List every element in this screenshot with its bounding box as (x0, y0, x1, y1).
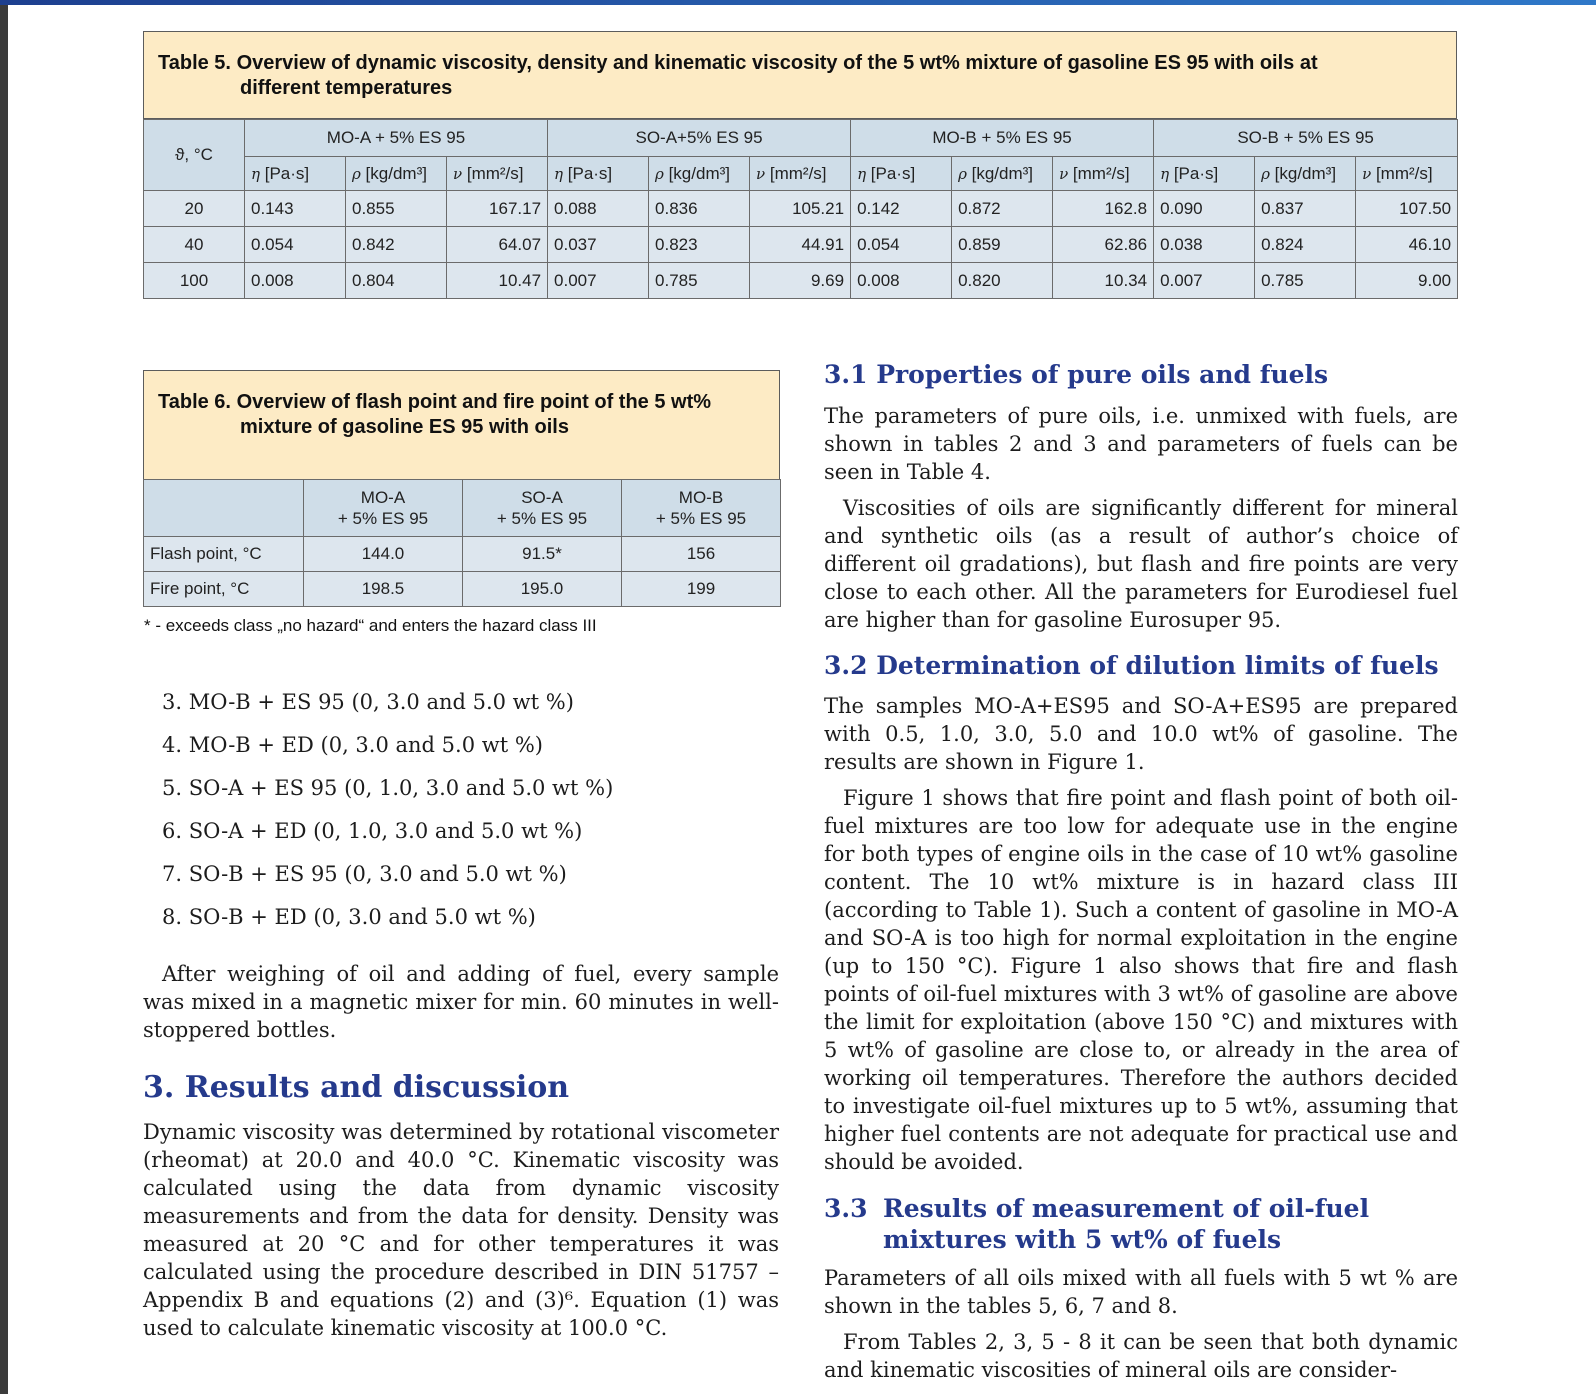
table6-value-cell: 198.5 (304, 572, 463, 607)
column-symbol: ν (1059, 164, 1069, 183)
column-unit: [Pa·s] (563, 163, 613, 183)
table-row (144, 263, 1458, 299)
left-paragraph-after-list (143, 960, 779, 1044)
table6-caption-number: Table 6. (158, 391, 231, 413)
table5-caption-text-cont: different temperatures (240, 77, 453, 99)
table6-row-label: Fire point, °C (144, 572, 304, 607)
table5-value-cell: 0.836 (649, 191, 750, 227)
column-unit: [kg/dm³] (663, 163, 730, 183)
table5-value-cell: 0.008 (851, 263, 952, 299)
table5-value-cell: 10.47 (447, 263, 548, 299)
table-row (144, 227, 1458, 263)
list-item: 4. MO-B + ED (0, 3.0 and 5.0 wt %) (162, 733, 543, 757)
column-header-line: + 5% ES 95 (655, 509, 747, 528)
table6-caption-text: Overview of flash point and fire point of the 5 wt% (236, 391, 712, 413)
table6-row-label: Flash point, °C (144, 537, 304, 572)
list-item: 6. SO-A + ED (0, 1.0, 3.0 and 5.0 wt %) (162, 819, 583, 843)
list-item: 5. SO-A + ES 95 (0, 1.0, 3.0 and 5.0 wt %) (162, 776, 614, 800)
column-unit: [mm²/s] (1068, 163, 1130, 183)
column-symbol: ν (756, 164, 766, 183)
paragraph: From Tables 2, 3, 5 - 8 it can be seen that both dynamic and kinematic viscosities of mineral oils are consider- (824, 1330, 1458, 1382)
column-symbol: ρ (352, 164, 361, 183)
table5-column-header (447, 157, 548, 191)
right-section-3-3 (824, 1264, 1458, 1384)
table5-value-cell: 9.00 (1356, 263, 1458, 299)
table5-value-cell: 0.142 (851, 191, 952, 227)
table5-caption-number: Table 5. (158, 52, 231, 74)
table5-value-cell: 0.823 (649, 227, 750, 263)
column-unit: [mm²/s] (765, 163, 827, 183)
right-section-3-1 (824, 402, 1458, 634)
left-paragraph-results (143, 1118, 779, 1342)
table5-value-cell: 0.872 (952, 191, 1053, 227)
table6-value-cell: 91.5* (463, 537, 622, 572)
table5-column-header (851, 157, 952, 191)
paragraph: After weighing of oil and adding of fuel, every sample was mixed in a magnetic mixer for min. 60 minutes in well-stoppered bottles. (143, 962, 779, 1042)
section-heading-3-1: 3.1 Properties of pure oils and fuels (824, 360, 1329, 389)
table6-footnote: * - exceeds class „no hazard“ and enters the hazard class III (144, 616, 597, 635)
right-section-3-2 (824, 692, 1458, 1176)
table5-value-cell: 0.804 (346, 263, 447, 299)
section-title (883, 1193, 1369, 1255)
table5-column-header (1154, 157, 1255, 191)
column-unit: [Pa·s] (866, 163, 916, 183)
table5-value-cell: 0.088 (548, 191, 649, 227)
table5-value-cell: 0.842 (346, 227, 447, 263)
table5-value-cell: 0.054 (245, 227, 346, 263)
table6-corner-cell (144, 480, 304, 537)
table5-value-cell: 0.824 (1255, 227, 1356, 263)
table5-value-cell: 9.69 (750, 263, 851, 299)
column-symbol: η (857, 164, 867, 183)
table5-value-cell: 10.34 (1053, 263, 1154, 299)
table5-value-cell: 0.820 (952, 263, 1053, 299)
table5-column-header (346, 157, 447, 191)
table5-column-header (750, 157, 851, 191)
table5-group-header: SO-B + 5% ES 95 (1154, 120, 1458, 157)
section-heading-results: 3. Results and discussion (143, 1070, 570, 1105)
column-symbol: η (251, 164, 260, 183)
table6 (143, 479, 781, 607)
column-symbol: ρ (655, 164, 664, 183)
table6-value-cell: 144.0 (304, 537, 463, 572)
table-row (144, 537, 781, 572)
table6-caption-text-cont: mixture of gasoline ES 95 with oils (240, 416, 569, 438)
table5 (143, 119, 1458, 299)
paragraph: Figure 1 shows that fire point and flash point of both oil-fuel mixtures are too low for adequate use in the engine for both types of engine oils in the case of 10 wt% gasoline content. The 10 wt% mixture is in hazard class III (according to Table 1). Such a content of gasoline in MO-A and SO-A is too high for normal exploitation in the engine (up to 150 °C). Figure 1 also shows that fire and flash points of oil-fuel mixtures with 3 wt% of gasoline are above the limit for exploitation (above 150 °C) and mixtures with 5 wt% of gasoline are close to, or already in the area of working oil temperatures. Therefore the authors decided to investigate oil-fuel mixtures up to 5 wt%, assuming that higher fuel contents are not adequate for practical use and should be avoided. (824, 786, 1458, 1174)
table5-value-cell: 0.837 (1255, 191, 1356, 227)
table5-column-header (548, 157, 649, 191)
table5-value-cell: 44.91 (750, 227, 851, 263)
table6-caption (144, 371, 779, 440)
table5-column-header (1053, 157, 1154, 191)
table5-value-cell: 0.037 (548, 227, 649, 263)
table5-group-header: SO-A+5% ES 95 (548, 120, 851, 157)
column-unit: [kg/dm³] (360, 163, 427, 183)
table6-caption-box (143, 370, 780, 480)
table5-column-header (952, 157, 1053, 191)
table5-column-header (245, 157, 346, 191)
section-heading-3-3 (824, 1193, 1369, 1255)
column-unit: [Pa·s] (260, 163, 310, 183)
column-symbol: ρ (958, 164, 967, 183)
section-title-line: mixtures with 5 wt% of fuels (883, 1225, 1282, 1254)
table5-temp-header: ϑ, °C (144, 120, 245, 191)
table5-value-cell: 0.785 (649, 263, 750, 299)
table5-column-header (1356, 157, 1458, 191)
table5-value-cell: 167.17 (447, 191, 548, 227)
paragraph: The samples MO-A+ES95 and SO-A+ES95 are prepared with 0.5, 1.0, 3.0, 5.0 and 10.0 wt% of gasoline. The results are shown in Figure 1. (824, 694, 1458, 774)
column-symbol: ν (453, 164, 463, 183)
section-number: 3.3 (824, 1194, 868, 1223)
list-item: 7. SO-B + ES 95 (0, 3.0 and 5.0 wt %) (162, 862, 567, 886)
table6-value-cell: 156 (622, 537, 781, 572)
table5-subheader-row (144, 157, 1458, 191)
table5-value-cell: 62.86 (1053, 227, 1154, 263)
table5-value-cell: 0.007 (1154, 263, 1255, 299)
table5-value-cell: 0.007 (548, 263, 649, 299)
table6-value-cell: 195.0 (463, 572, 622, 607)
table-row (144, 191, 1458, 227)
table5-value-cell: 0.038 (1154, 227, 1255, 263)
table5-value-cell: 162.8 (1053, 191, 1154, 227)
table6-column-header (463, 480, 622, 537)
top-accent-bar (0, 0, 1596, 5)
paragraph: Viscosities of oils are significantly different for mineral and synthetic oils (as a result of author’s choice of different oil gradations), but flash and fire points are very close to each other. All the parameters for Eurodiesel fuel are higher than for gasoline Eurosuper 95. (824, 496, 1458, 632)
column-unit: [kg/dm³] (1269, 163, 1337, 183)
table6-value-cell: 199 (622, 572, 781, 607)
table5-caption-text: Overview of dynamic viscosity, density and kinematic viscosity of the 5 wt% mixture of gasoline ES 95 with oils at (236, 52, 1318, 74)
page-edge (0, 0, 8, 1394)
table5-temperature-cell: 100 (144, 263, 245, 299)
column-unit: [kg/dm³] (966, 163, 1034, 183)
section-title-line: Results of measurement of oil-fuel (883, 1194, 1370, 1223)
column-header-line: MO-B (678, 488, 724, 507)
column-unit: [mm²/s] (462, 163, 524, 183)
table5-column-header (649, 157, 750, 191)
table5-value-cell: 0.785 (1255, 263, 1356, 299)
column-symbol: η (1160, 164, 1170, 183)
column-header-line: MO-A (360, 488, 406, 507)
table5-value-cell: 64.07 (447, 227, 548, 263)
table5-group-header: MO-A + 5% ES 95 (245, 120, 548, 157)
table5-group-header: MO-B + 5% ES 95 (851, 120, 1154, 157)
table5-value-cell: 105.21 (750, 191, 851, 227)
table5-temperature-cell: 20 (144, 191, 245, 227)
table6-column-header (622, 480, 781, 537)
list-item: 3. MO-B + ES 95 (0, 3.0 and 5.0 wt %) (162, 690, 574, 714)
section-heading-3-2: 3.2 Determination of dilution limits of fuels (824, 651, 1439, 680)
table5-caption (144, 32, 1456, 101)
table5-value-cell: 0.008 (245, 263, 346, 299)
column-unit: [mm²/s] (1371, 163, 1433, 183)
table5-temperature-cell: 40 (144, 227, 245, 263)
paragraph: Parameters of all oils mixed with all fuels with 5 wt % are shown in the tables 5, 6, 7 and 8. (824, 1266, 1458, 1318)
table5-value-cell: 0.054 (851, 227, 952, 263)
column-unit: [Pa·s] (1169, 163, 1219, 183)
table6-column-header (304, 480, 463, 537)
table5-column-header (1255, 157, 1356, 191)
table5-value-cell: 107.50 (1356, 191, 1458, 227)
paragraph: The parameters of pure oils, i.e. unmixed with fuels, are shown in tables 2 and 3 and parameters of fuels can be seen in Table 4. (824, 404, 1458, 484)
table5-value-cell: 0.859 (952, 227, 1053, 263)
table5-value-cell: 0.855 (346, 191, 447, 227)
paragraph: Dynamic viscosity was determined by rotational viscometer (rheomat) at 20.0 and 40.0 °C. Kinematic viscosity was calculated using the data from dynamic viscosity measurements and from the data for density. Density was measured at 20 °C and for other temperatures it was calculated using the procedure described in DIN 51757 – Appendix B and equations (2) and (3)⁶. Equation (1) was used to calculate kinematic viscosity at 100.0 °C. (143, 1120, 779, 1340)
column-header-line: + 5% ES 95 (337, 509, 429, 528)
table5-value-cell: 46.10 (1356, 227, 1458, 263)
column-header-line: + 5% ES 95 (496, 509, 588, 528)
table-row (144, 572, 781, 607)
column-symbol: η (554, 164, 564, 183)
column-symbol: ρ (1261, 164, 1270, 183)
table5-value-cell: 0.143 (245, 191, 346, 227)
table5-caption-box (143, 31, 1457, 119)
column-symbol: ν (1362, 164, 1372, 183)
column-header-line: SO-A (521, 488, 563, 507)
table5-value-cell: 0.090 (1154, 191, 1255, 227)
list-item: 8. SO-B + ED (0, 3.0 and 5.0 wt %) (162, 905, 536, 929)
table6-header-row (144, 480, 781, 537)
